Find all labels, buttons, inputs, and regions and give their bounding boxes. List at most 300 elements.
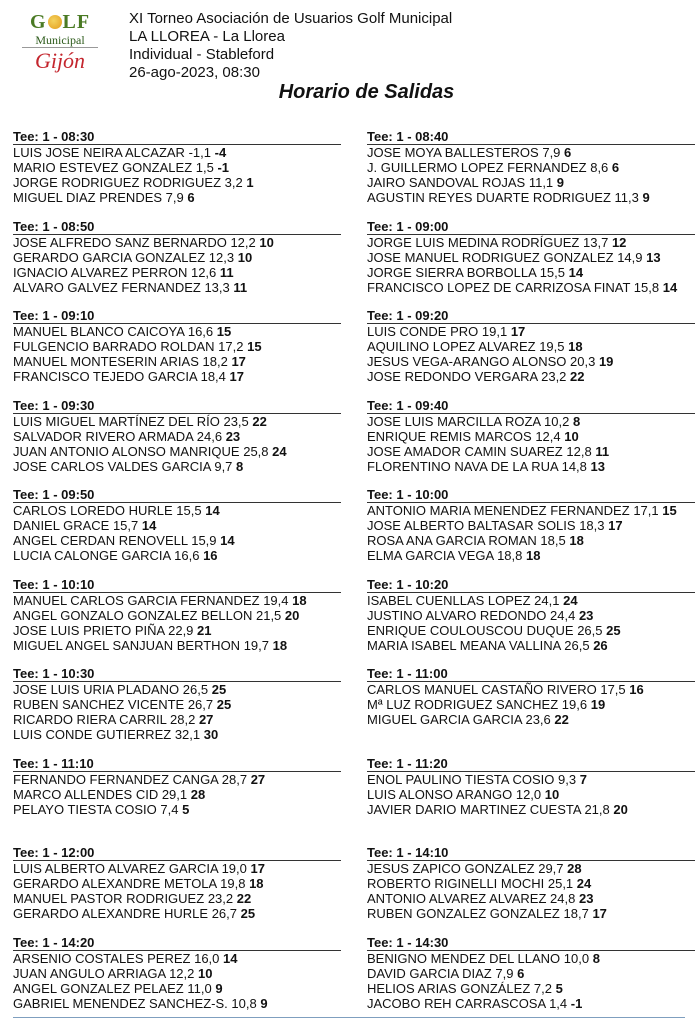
player-row bbox=[13, 518, 343, 533]
player-playing-handicap: 10 bbox=[198, 966, 212, 981]
player-handicap: 11,0 bbox=[187, 981, 211, 996]
tee-time-header: Tee: 1 - 14:10 bbox=[367, 846, 695, 861]
tee-time-header: Tee: 1 - 09:00 bbox=[367, 220, 695, 235]
player-row bbox=[367, 623, 697, 638]
player-name: IGNACIO ALVAREZ PERRON bbox=[13, 265, 187, 280]
player-name: CARLOS MANUEL CASTAÑO RIVERO bbox=[367, 682, 597, 697]
player-row bbox=[13, 145, 343, 160]
player-name: LUIS MIGUEL MARTÍNEZ DEL RÍO bbox=[13, 414, 220, 429]
player-row bbox=[13, 369, 343, 384]
player-name: LUIS ALBERTO ALVAREZ GARCIA bbox=[13, 861, 218, 876]
player-row bbox=[367, 548, 697, 563]
player-playing-handicap: 5 bbox=[182, 802, 189, 817]
golf-ball-icon bbox=[48, 15, 62, 29]
player-row bbox=[13, 861, 343, 876]
player-row bbox=[13, 891, 343, 906]
player-row bbox=[13, 802, 343, 817]
player-playing-handicap: 12 bbox=[612, 235, 626, 250]
player-name: LUCIA CALONGE GARCIA bbox=[13, 548, 171, 563]
player-playing-handicap: 14 bbox=[205, 503, 219, 518]
player-name: FRANCISCO LOPEZ DE CARRIZOSA FINAT bbox=[367, 280, 630, 295]
player-playing-handicap: 26 bbox=[593, 638, 607, 653]
player-name: HELIOS ARIAS GONZÁLEZ bbox=[367, 981, 530, 996]
player-row bbox=[367, 265, 697, 280]
left-column bbox=[13, 130, 343, 1025]
player-playing-handicap: 27 bbox=[251, 772, 265, 787]
tee-group bbox=[13, 578, 343, 668]
player-name: DAVID GARCIA DIAZ bbox=[367, 966, 492, 981]
player-row bbox=[367, 235, 697, 250]
player-handicap: 11,1 bbox=[529, 175, 553, 190]
player-name: GERARDO GARCIA GONZALEZ bbox=[13, 250, 205, 265]
player-handicap: 7,9 bbox=[495, 966, 513, 981]
tee-group bbox=[367, 220, 697, 310]
player-playing-handicap: 16 bbox=[629, 682, 643, 697]
tee-group bbox=[13, 130, 343, 220]
player-handicap: 19,7 bbox=[244, 638, 269, 653]
tee-group bbox=[13, 220, 343, 310]
game-format: Individual - Stableford bbox=[129, 46, 452, 64]
player-handicap: 22,9 bbox=[168, 623, 193, 638]
player-handicap: 12,8 bbox=[566, 444, 591, 459]
tee-group bbox=[13, 757, 343, 847]
player-handicap: 16,6 bbox=[188, 324, 213, 339]
player-row bbox=[13, 548, 343, 563]
player-handicap: 7,9 bbox=[166, 190, 184, 205]
logo-golf-text: G LF bbox=[22, 12, 98, 32]
player-name: MIGUEL ANGEL SANJUAN BERTHON bbox=[13, 638, 240, 653]
player-name: J. GUILLERMO LOPEZ FERNANDEZ bbox=[367, 160, 587, 175]
tee-time-header: Tee: 1 - 10:10 bbox=[13, 578, 341, 593]
player-playing-handicap: 25 bbox=[217, 697, 231, 712]
player-handicap: 23,2 bbox=[541, 369, 566, 384]
player-handicap: 15,8 bbox=[634, 280, 659, 295]
player-name: MANUEL MONTESERIN ARIAS bbox=[13, 354, 199, 369]
player-name: AGUSTIN REYES DUARTE RODRIGUEZ bbox=[367, 190, 611, 205]
player-playing-handicap: 13 bbox=[591, 459, 605, 474]
player-row bbox=[13, 608, 343, 623]
player-row bbox=[13, 966, 343, 981]
player-row bbox=[367, 414, 697, 429]
player-name: JESUS ZAPICO GONZALEZ bbox=[367, 861, 535, 876]
player-playing-handicap: 17 bbox=[608, 518, 622, 533]
player-row bbox=[13, 444, 343, 459]
player-name: JORGE LUIS MEDINA RODRÍGUEZ bbox=[367, 235, 579, 250]
player-name: ANGEL GONZALEZ PELAEZ bbox=[13, 981, 184, 996]
player-row bbox=[13, 772, 343, 787]
player-handicap: 12,0 bbox=[516, 787, 541, 802]
player-playing-handicap: 7 bbox=[580, 772, 587, 787]
player-name: PELAYO TIESTA COSIO bbox=[13, 802, 157, 817]
player-name: ROBERTO RIGINELLI MOCHI bbox=[367, 876, 544, 891]
tee-group bbox=[367, 488, 697, 578]
tee-time-header: Tee: 1 - 09:50 bbox=[13, 488, 341, 503]
player-handicap: 23,5 bbox=[223, 414, 248, 429]
player-row bbox=[367, 906, 697, 921]
player-name: LUIS CONDE PRO bbox=[367, 324, 478, 339]
player-handicap: 12,3 bbox=[209, 250, 234, 265]
player-playing-handicap: -1 bbox=[571, 996, 583, 1011]
player-row bbox=[13, 265, 343, 280]
player-row bbox=[13, 190, 343, 205]
player-name: FLORENTINO NAVA DE LA RUA bbox=[367, 459, 558, 474]
player-name: ANGEL CERDAN RENOVELL bbox=[13, 533, 188, 548]
player-name: MIGUEL GARCIA GARCIA bbox=[367, 712, 522, 727]
player-playing-handicap: 14 bbox=[569, 265, 583, 280]
player-name: ELMA GARCIA VEGA bbox=[367, 548, 493, 563]
player-handicap: 32,1 bbox=[175, 727, 200, 742]
player-name: JOSE REDONDO VERGARA bbox=[367, 369, 537, 384]
player-handicap: 8,6 bbox=[590, 160, 608, 175]
player-handicap: 18,5 bbox=[540, 533, 565, 548]
player-row bbox=[13, 324, 343, 339]
player-playing-handicap: 6 bbox=[612, 160, 619, 175]
player-name: ANTONIO MARIA MENENDEZ FERNANDEZ bbox=[367, 503, 630, 518]
player-name: FRANCISCO TEJEDO GARCIA bbox=[13, 369, 197, 384]
player-handicap: 18,2 bbox=[203, 354, 228, 369]
player-handicap: 17,5 bbox=[600, 682, 625, 697]
player-playing-handicap: 8 bbox=[236, 459, 243, 474]
player-handicap: 15,7 bbox=[113, 518, 138, 533]
player-row bbox=[367, 324, 697, 339]
golf-municipal-gijon-logo bbox=[22, 12, 98, 82]
player-handicap: 17,1 bbox=[633, 503, 658, 518]
player-playing-handicap: 13 bbox=[646, 250, 660, 265]
player-name: GERARDO ALEXANDRE METOLA bbox=[13, 876, 217, 891]
player-row bbox=[367, 160, 697, 175]
player-handicap: 19,1 bbox=[482, 324, 507, 339]
player-handicap: 10,0 bbox=[564, 951, 589, 966]
player-row bbox=[367, 250, 697, 265]
player-row bbox=[13, 727, 343, 742]
tournament-date: 26-ago-2023, 08:30 bbox=[129, 64, 452, 82]
player-row bbox=[13, 906, 343, 921]
player-row bbox=[13, 160, 343, 175]
tee-time-header: Tee: 1 - 08:30 bbox=[13, 130, 341, 145]
tee-time-header: Tee: 1 - 12:00 bbox=[13, 846, 341, 861]
player-row bbox=[367, 951, 697, 966]
tee-group bbox=[367, 667, 697, 757]
player-playing-handicap: 22 bbox=[237, 891, 251, 906]
player-handicap: 26,5 bbox=[564, 638, 589, 653]
page-title: Horario de Salidas bbox=[0, 81, 697, 104]
player-handicap: 23,2 bbox=[208, 891, 233, 906]
player-handicap: 7,4 bbox=[160, 802, 178, 817]
player-row bbox=[367, 459, 697, 474]
player-row bbox=[367, 608, 697, 623]
player-row bbox=[367, 503, 697, 518]
player-row bbox=[367, 339, 697, 354]
player-handicap: 19,6 bbox=[562, 697, 587, 712]
player-playing-handicap: 23 bbox=[579, 608, 593, 623]
player-row bbox=[13, 339, 343, 354]
player-playing-handicap: 23 bbox=[226, 429, 240, 444]
player-playing-handicap: 30 bbox=[204, 727, 218, 742]
player-handicap: 13,7 bbox=[583, 235, 608, 250]
player-name: JAIRO SANDOVAL ROJAS bbox=[367, 175, 525, 190]
player-playing-handicap: 6 bbox=[187, 190, 194, 205]
player-row bbox=[367, 697, 697, 712]
tee-group bbox=[367, 846, 697, 936]
player-name: JOSE ALFREDO SANZ BERNARDO bbox=[13, 235, 227, 250]
player-handicap: 19,4 bbox=[263, 593, 288, 608]
player-handicap: 29,7 bbox=[538, 861, 563, 876]
player-playing-handicap: 15 bbox=[662, 503, 676, 518]
player-name: GABRIEL MENENDEZ SANCHEZ-S. bbox=[13, 996, 228, 1011]
player-handicap: 17,2 bbox=[218, 339, 243, 354]
player-handicap: 11,3 bbox=[615, 190, 639, 205]
player-name: JOSE CARLOS VALDES GARCIA bbox=[13, 459, 211, 474]
player-handicap: 3,2 bbox=[225, 175, 243, 190]
player-name: Mª LUZ RODRIGUEZ SANCHEZ bbox=[367, 697, 558, 712]
player-name: JOSE ALBERTO BALTASAR SOLIS bbox=[367, 518, 576, 533]
player-playing-handicap: -4 bbox=[215, 145, 227, 160]
player-playing-handicap: 14 bbox=[220, 533, 234, 548]
player-playing-handicap: 10 bbox=[238, 250, 252, 265]
player-name: JOSE AMADOR CAMIN SUAREZ bbox=[367, 444, 563, 459]
player-row bbox=[13, 876, 343, 891]
course-name: LA LLOREA - La Llorea bbox=[129, 28, 452, 46]
player-playing-handicap: 28 bbox=[191, 787, 205, 802]
player-handicap: 19,0 bbox=[222, 861, 247, 876]
player-row bbox=[367, 861, 697, 876]
player-row bbox=[367, 787, 697, 802]
player-name: JOSE MANUEL RODRIGUEZ GONZALEZ bbox=[367, 250, 614, 265]
tee-time-header: Tee: 1 - 14:20 bbox=[13, 936, 341, 951]
tee-time-header: Tee: 1 - 10:20 bbox=[367, 578, 695, 593]
player-handicap: 18,8 bbox=[497, 548, 522, 563]
document-header bbox=[0, 0, 697, 110]
player-playing-handicap: 14 bbox=[223, 951, 237, 966]
player-playing-handicap: 15 bbox=[247, 339, 261, 354]
player-playing-handicap: 17 bbox=[592, 906, 606, 921]
player-row bbox=[367, 593, 697, 608]
right-column bbox=[367, 130, 697, 1025]
player-row bbox=[367, 682, 697, 697]
player-row bbox=[13, 503, 343, 518]
player-handicap: 23,6 bbox=[525, 712, 550, 727]
player-handicap: 1,5 bbox=[196, 160, 214, 175]
player-handicap: 16,6 bbox=[174, 548, 199, 563]
player-playing-handicap: 17 bbox=[251, 861, 265, 876]
player-row bbox=[13, 533, 343, 548]
player-playing-handicap: 11 bbox=[233, 280, 247, 295]
tee-time-header: Tee: 1 - 08:40 bbox=[367, 130, 695, 145]
player-row bbox=[367, 175, 697, 190]
player-row bbox=[13, 951, 343, 966]
player-playing-handicap: 22 bbox=[252, 414, 266, 429]
player-row bbox=[367, 772, 697, 787]
player-playing-handicap: 19 bbox=[599, 354, 613, 369]
player-name: JORGE SIERRA BORBOLLA bbox=[367, 265, 536, 280]
tee-time-header: Tee: 1 - 14:30 bbox=[367, 936, 695, 951]
player-handicap: 25,8 bbox=[243, 444, 268, 459]
player-handicap: 9,7 bbox=[214, 459, 232, 474]
player-row bbox=[13, 638, 343, 653]
player-name: DANIEL GRACE bbox=[13, 518, 109, 533]
player-playing-handicap: 6 bbox=[517, 966, 524, 981]
player-row bbox=[367, 876, 697, 891]
player-name: BENIGNO MENDEZ DEL LLANO bbox=[367, 951, 560, 966]
player-playing-handicap: 9 bbox=[260, 996, 267, 1011]
player-row bbox=[13, 280, 343, 295]
player-playing-handicap: 24 bbox=[272, 444, 286, 459]
player-row bbox=[13, 459, 343, 474]
player-playing-handicap: 6 bbox=[564, 145, 571, 160]
player-row bbox=[13, 981, 343, 996]
player-playing-handicap: 10 bbox=[259, 235, 273, 250]
player-handicap: 18,7 bbox=[564, 906, 589, 921]
tee-group bbox=[13, 309, 343, 399]
tee-group bbox=[13, 936, 343, 1025]
player-row bbox=[367, 533, 697, 548]
player-row bbox=[13, 414, 343, 429]
player-handicap: 12,2 bbox=[230, 235, 255, 250]
player-playing-handicap: -1 bbox=[217, 160, 229, 175]
player-name: RUBEN GONZALEZ GONZALEZ bbox=[367, 906, 560, 921]
player-handicap: 9,3 bbox=[558, 772, 576, 787]
player-row bbox=[13, 175, 343, 190]
player-playing-handicap: 16 bbox=[203, 548, 217, 563]
player-handicap: 24,8 bbox=[550, 891, 575, 906]
player-playing-handicap: 20 bbox=[613, 802, 627, 817]
logo-municipal-text: Municipal bbox=[22, 34, 98, 48]
tee-group bbox=[367, 578, 697, 668]
player-handicap: 21,8 bbox=[584, 802, 609, 817]
player-handicap: 24,6 bbox=[197, 429, 222, 444]
player-row bbox=[367, 444, 697, 459]
tournament-info bbox=[129, 10, 452, 82]
tournament-name: XI Torneo Asociación de Usuarios Golf Municipal bbox=[129, 10, 452, 28]
player-name: JUSTINO ALVARO REDONDO bbox=[367, 608, 546, 623]
player-handicap: 29,1 bbox=[162, 787, 187, 802]
player-name: JOSE LUIS URIA PLADANO bbox=[13, 682, 179, 697]
player-name: JOSE LUIS PRIETO PIÑA bbox=[13, 623, 164, 638]
player-playing-handicap: 24 bbox=[563, 593, 577, 608]
player-name: ENOL PAULINO TIESTA COSIO bbox=[367, 772, 554, 787]
player-row bbox=[13, 697, 343, 712]
player-handicap: 10,2 bbox=[544, 414, 569, 429]
player-row bbox=[367, 802, 697, 817]
player-handicap: 20,3 bbox=[570, 354, 595, 369]
tee-group bbox=[367, 309, 697, 399]
player-handicap: 15,5 bbox=[176, 503, 201, 518]
player-playing-handicap: 18 bbox=[526, 548, 540, 563]
player-row bbox=[367, 638, 697, 653]
player-handicap: 15,9 bbox=[191, 533, 216, 548]
player-playing-handicap: 9 bbox=[557, 175, 564, 190]
player-handicap: 18,3 bbox=[579, 518, 604, 533]
player-handicap: 13,3 bbox=[204, 280, 229, 295]
player-handicap: 25,1 bbox=[548, 876, 573, 891]
player-row bbox=[367, 190, 697, 205]
player-row bbox=[13, 787, 343, 802]
player-name: LUIS ALONSO ARANGO bbox=[367, 787, 512, 802]
player-handicap: -1,1 bbox=[189, 145, 211, 160]
player-playing-handicap: 25 bbox=[606, 623, 620, 638]
player-row bbox=[13, 623, 343, 638]
player-playing-handicap: 21 bbox=[197, 623, 211, 638]
player-name: ISABEL CUENLLAS LOPEZ bbox=[367, 593, 531, 608]
player-playing-handicap: 18 bbox=[292, 593, 306, 608]
player-playing-handicap: 14 bbox=[663, 280, 677, 295]
player-name: ROSA ANA GARCIA ROMAN bbox=[367, 533, 537, 548]
player-playing-handicap: 18 bbox=[249, 876, 263, 891]
player-name: JUAN ANTONIO ALONSO MANRIQUE bbox=[13, 444, 240, 459]
player-name: JOSE MOYA BALLESTEROS bbox=[367, 145, 539, 160]
player-handicap: 24,1 bbox=[534, 593, 559, 608]
player-playing-handicap: 5 bbox=[556, 981, 563, 996]
player-handicap: 7,2 bbox=[534, 981, 552, 996]
player-playing-handicap: 1 bbox=[246, 175, 253, 190]
tee-time-header: Tee: 1 - 09:30 bbox=[13, 399, 341, 414]
player-playing-handicap: 20 bbox=[285, 608, 299, 623]
player-handicap: 12,4 bbox=[535, 429, 560, 444]
player-name: JACOBO REH CARRASCOSA bbox=[367, 996, 545, 1011]
player-name: MARCO ALLENDES CID bbox=[13, 787, 158, 802]
player-playing-handicap: 17 bbox=[231, 354, 245, 369]
player-playing-handicap: 27 bbox=[199, 712, 213, 727]
player-row bbox=[13, 712, 343, 727]
logo-city-text: Gijón bbox=[22, 49, 98, 73]
tee-group bbox=[367, 936, 697, 1025]
player-row bbox=[367, 981, 697, 996]
player-playing-handicap: 11 bbox=[220, 265, 234, 280]
player-row bbox=[13, 682, 343, 697]
tee-time-header: Tee: 1 - 09:40 bbox=[367, 399, 695, 414]
player-row bbox=[367, 354, 697, 369]
player-name: RUBEN SANCHEZ VICENTE bbox=[13, 697, 184, 712]
player-row bbox=[13, 593, 343, 608]
player-handicap: 18,4 bbox=[201, 369, 226, 384]
player-name: RICARDO RIERA CARRIL bbox=[13, 712, 166, 727]
player-handicap: 12,6 bbox=[191, 265, 216, 280]
player-playing-handicap: 17 bbox=[511, 324, 525, 339]
tee-group bbox=[367, 130, 697, 220]
player-row bbox=[367, 966, 697, 981]
player-name: ALVARO GALVEZ FERNANDEZ bbox=[13, 280, 201, 295]
player-playing-handicap: 22 bbox=[570, 369, 584, 384]
tee-group bbox=[13, 667, 343, 757]
player-row bbox=[367, 429, 697, 444]
player-playing-handicap: 25 bbox=[212, 682, 226, 697]
player-row bbox=[13, 250, 343, 265]
player-handicap: 7,9 bbox=[542, 145, 560, 160]
player-playing-handicap: 8 bbox=[593, 951, 600, 966]
player-name: SALVADOR RIVERO ARMADA bbox=[13, 429, 193, 444]
player-name: JUAN ANGULO ARRIAGA bbox=[13, 966, 165, 981]
player-row bbox=[13, 996, 343, 1011]
player-handicap: 28,2 bbox=[170, 712, 195, 727]
tee-group bbox=[13, 846, 343, 936]
tee-time-header: Tee: 1 - 10:00 bbox=[367, 488, 695, 503]
player-playing-handicap: 23 bbox=[579, 891, 593, 906]
player-name: MANUEL PASTOR RODRIGUEZ bbox=[13, 891, 204, 906]
player-playing-handicap: 9 bbox=[643, 190, 650, 205]
player-handicap: 21,5 bbox=[256, 608, 281, 623]
player-name: MIGUEL DIAZ PRENDES bbox=[13, 190, 162, 205]
player-row bbox=[367, 518, 697, 533]
player-name: JOSE LUIS MARCILLA ROZA bbox=[367, 414, 540, 429]
tee-time-header: Tee: 1 - 11:00 bbox=[367, 667, 695, 682]
player-playing-handicap: 14 bbox=[142, 518, 156, 533]
player-handicap: 12,2 bbox=[169, 966, 194, 981]
player-playing-handicap: 22 bbox=[554, 712, 568, 727]
player-handicap: 15,5 bbox=[540, 265, 565, 280]
player-playing-handicap: 15 bbox=[217, 324, 231, 339]
player-row bbox=[367, 712, 697, 727]
player-row bbox=[13, 354, 343, 369]
